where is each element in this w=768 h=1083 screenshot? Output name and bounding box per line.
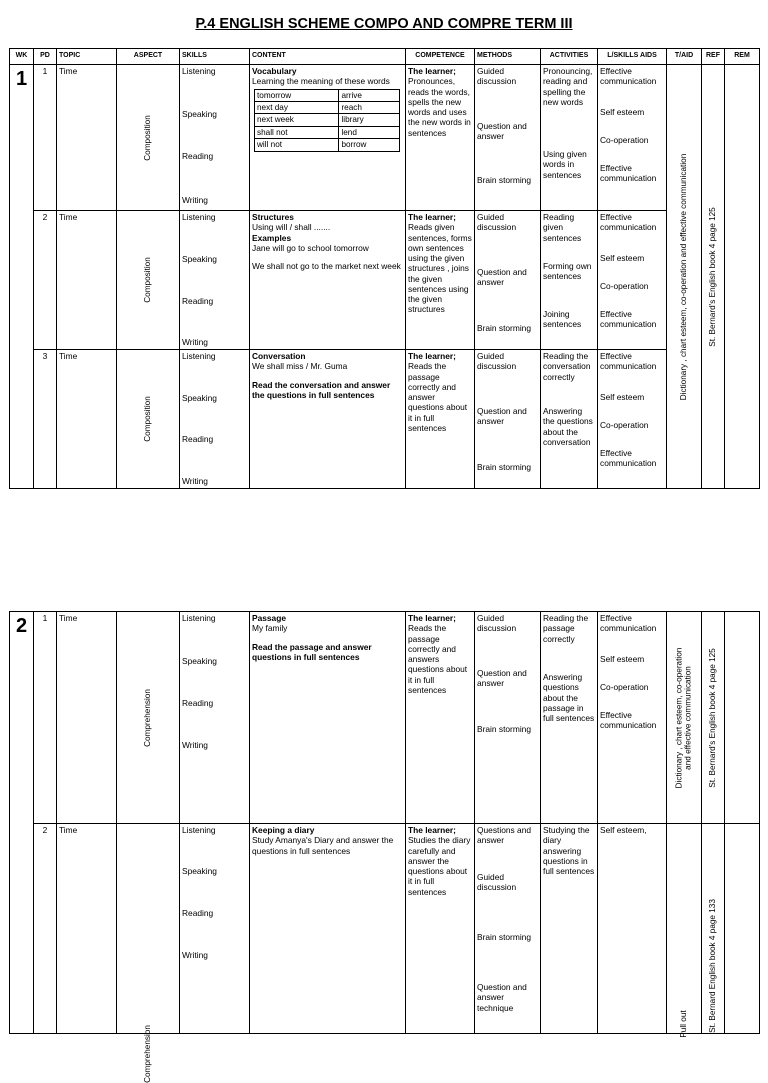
tool-aids-cell: Dictionary , chart esteem, co-operation and effective communication	[667, 65, 702, 489]
topic-cell: Time	[57, 824, 117, 1034]
header-taid: T/AID	[667, 49, 702, 65]
lskills-cell: Effective communication Self esteem Co-operation Effective communication	[598, 65, 667, 211]
methods-cell: Guided discussion Question and answer Brain storming	[475, 350, 541, 489]
methods-cell: Guided discussion Question and answer Brain storming	[475, 612, 541, 824]
topic-cell: Time	[57, 350, 117, 489]
remarks-cell	[725, 824, 760, 1034]
aspect-cell: Comprehension	[117, 612, 180, 824]
tool-aids-cell: Dictionary , chart esteem, co-operation and effective communication	[667, 612, 702, 824]
aspect-cell: Comprehension	[117, 824, 180, 1034]
competence-cell: The learner; Studies the diary carefully and answer the questions about it in full sentences	[406, 824, 475, 1034]
lskills-cell: Self esteem,	[598, 824, 667, 1034]
table-row	[10, 350, 760, 489]
methods-cell: Guided discussion Question and answer Brain storming	[475, 65, 541, 211]
skills-cell: Listening Speaking Reading Writing	[180, 824, 250, 1034]
methods-cell: Guided discussion Question and answer Brain storming	[475, 211, 541, 350]
reference-cell: St. Bernard's English book 4 page 125	[702, 612, 725, 824]
scheme-table-week-1	[9, 48, 760, 489]
aspect-cell: Composition	[117, 211, 180, 350]
table-row	[10, 65, 760, 211]
aspect-cell: Composition	[117, 350, 180, 489]
activities-cell: Pronouncing, reading and spelling the new words Using given words in sentences	[541, 65, 598, 211]
header-methods: METHODS	[475, 49, 541, 65]
competence-cell: The learner; Reads the passage correctly and answer questions about it in full sentences	[406, 350, 475, 489]
header-topic: TOPIC	[57, 49, 117, 65]
header-aspect: ASPECT	[117, 49, 180, 65]
remarks-cell	[725, 65, 760, 489]
reference-cell: St. Bernard English book 4 page 133	[702, 824, 725, 1034]
lskills-cell: Effective communication Self esteem Co-operation Effective communication	[598, 612, 667, 824]
competence-cell: The learner; Pronounces, reads the words, spells the new words and uses the new words in sentences	[406, 65, 475, 211]
header-rem: REM	[725, 49, 760, 65]
content-cell: Keeping a diary Study Amanya's Diary and answer the questions in full sentences	[250, 824, 406, 1034]
week-number: 1	[10, 65, 34, 489]
header-competence: COMPETENCE	[406, 49, 475, 65]
lskills-cell: Effective communication Self esteem Co-operation Effective communication	[598, 211, 667, 350]
header-content: CONTENT	[250, 49, 406, 65]
period-cell: 1	[34, 612, 57, 824]
lskills-cell: Effective communication Self esteem Co-operation Effective communication	[598, 350, 667, 489]
header-ref: REF	[702, 49, 725, 65]
content-cell: Passage My family Read the passage and answer questions in full sentences	[250, 612, 406, 824]
methods-cell: Questions and answer Guided discussion Brain storming Question and answer technique	[475, 824, 541, 1034]
header-activities: ACTIVITIES	[541, 49, 598, 65]
topic-cell: Time	[57, 612, 117, 824]
table-row	[10, 612, 760, 824]
header-pd: PD	[34, 49, 57, 65]
table-row	[10, 211, 760, 350]
activities-cell: Reading the conversation correctly Answering the questions about the conversation	[541, 350, 598, 489]
content-cell: Structures Using will / shall ....... Examples Jane will go to school tomorrow We shall not go to the market next week	[250, 211, 406, 350]
scheme-table-week-2	[9, 611, 760, 1083]
skills-cell: Listening Speaking Reading Writing	[180, 612, 250, 824]
tool-aids-cell: Pull out	[667, 824, 702, 1034]
skills-cell: Listening Speaking Reading Writing	[180, 350, 250, 489]
vocabulary-words-table: tomorrow arrive next day reach next week library shall not lend will not borrow	[254, 89, 400, 152]
activities-cell: Reading given sentences Forming own sentences Joining sentences	[541, 211, 598, 350]
header-skills: SKILLS	[180, 49, 250, 65]
activities-cell: Reading the passage correctly Answering questions about the passage in full sentences	[541, 612, 598, 824]
header-row	[10, 49, 760, 65]
topic-cell: Time	[57, 65, 117, 211]
period-cell: 1	[34, 65, 57, 211]
table-row	[10, 824, 760, 1034]
page-title: P.4 ENGLISH SCHEME COMPO AND COMPRE TERM III	[195, 16, 573, 32]
reference-cell: St. Bernard's English book 4 page 125	[702, 65, 725, 489]
skills-cell: Listening Speaking Reading Writing	[180, 211, 250, 350]
competence-cell: The learner; Reads the passage correctly and answers questions about it in full sentences	[406, 612, 475, 824]
header-wk: WK	[10, 49, 34, 65]
skills-cell: Listening Speaking Reading Writing	[180, 65, 250, 211]
activities-cell: Studying the diary answering questions in full sentences	[541, 824, 598, 1034]
period-cell: 2	[34, 211, 57, 350]
header-lskills-aids: L/SKILLS AIDS	[598, 49, 667, 65]
period-cell: 2	[34, 824, 57, 1034]
period-cell: 3	[34, 350, 57, 489]
remarks-cell	[725, 612, 760, 824]
topic-cell: Time	[57, 211, 117, 350]
week-number: 2	[10, 612, 34, 1034]
competence-cell: The learner; Reads given sentences, forms own sentences using the given structures , joins the given sentences using the given structures	[406, 211, 475, 350]
content-cell: Conversation We shall miss / Mr. Guma Read the conversation and answer the questions in full sentences	[250, 350, 406, 489]
content-cell: Vocabulary Learning the meaning of these words tomorrow arrive next day reach next week library shall not lend will not borrow	[250, 65, 406, 211]
aspect-cell: Composition	[117, 65, 180, 211]
